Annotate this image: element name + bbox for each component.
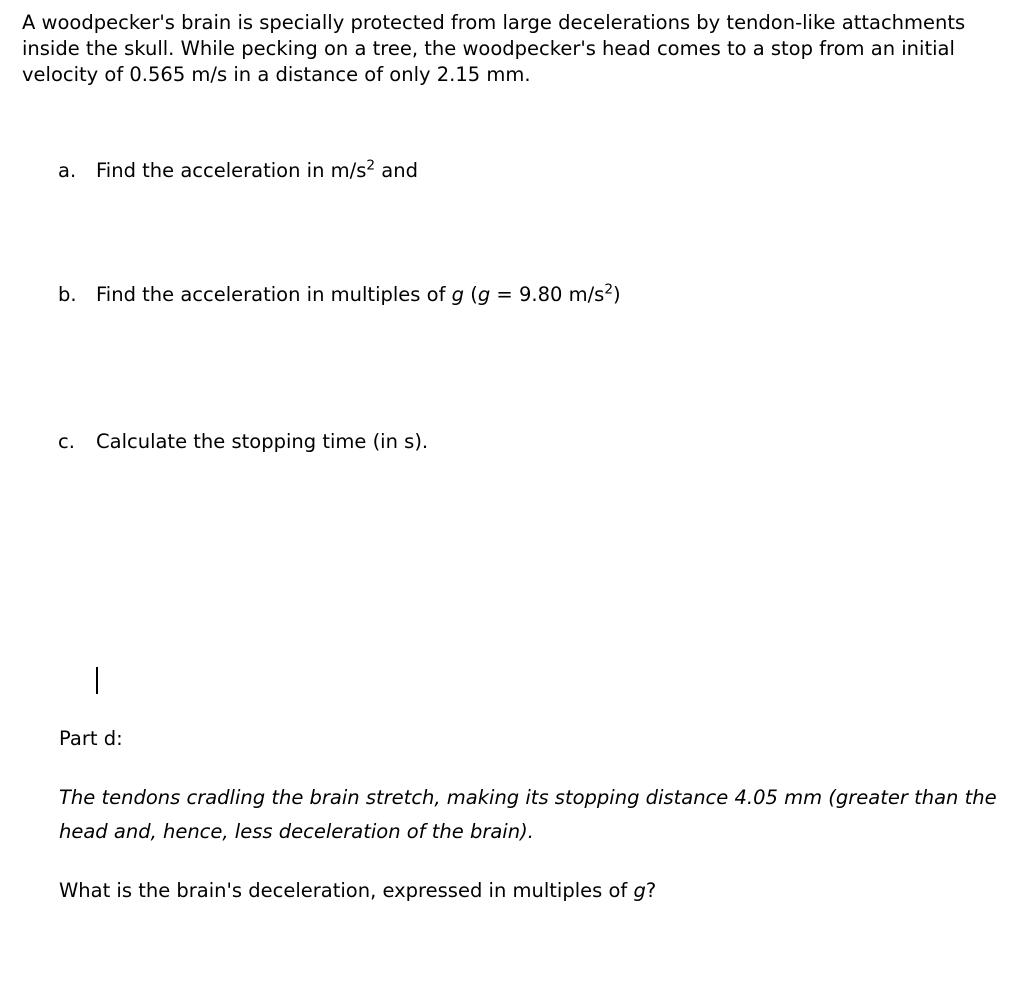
part-b-g-symbol: g xyxy=(451,283,465,306)
part-d-statement: The tendons cradling the brain stretch, making its stopping distance 4.05 mm (greater than the head and, hence, less deceleration of the brain). xyxy=(59,786,997,843)
part-d-title: Part d: xyxy=(59,727,123,750)
part-b-g-symbol-2: g xyxy=(477,283,491,306)
problem-intro: A woodpecker's brain is specially protected from large decelerations by tendon-like attachments inside the skull. While pecking on a tree, the woodpecker's head comes to a stop from an initial velocity of 0.565 m/s in a distance of only 2.15 mm. xyxy=(22,11,966,86)
part-a-text-end: and xyxy=(375,159,418,182)
text-cursor[interactable] xyxy=(96,667,98,694)
part-d-question-end: ? xyxy=(645,879,657,902)
part-a-text: Find the acceleration in m/s xyxy=(96,159,367,182)
part-d-question xyxy=(59,878,656,904)
part-a-exponent: 2 xyxy=(366,157,376,174)
part-c-letter: c. xyxy=(58,430,75,453)
part-d-question-text: What is the brain's deceleration, expressed in multiples of xyxy=(59,879,634,902)
part-b-exponent: 2 xyxy=(604,281,613,298)
part-b-value: = 9.80 m/s xyxy=(490,283,605,306)
part-d-g-symbol: g xyxy=(633,879,646,902)
part-a xyxy=(58,158,418,184)
part-b-close: ) xyxy=(613,283,621,306)
part-b-letter: b. xyxy=(58,283,77,306)
part-b-paren: ( xyxy=(464,283,478,306)
part-c-text: Calculate the stopping time (in s). xyxy=(96,430,429,453)
part-a-letter: a. xyxy=(58,159,77,182)
part-c xyxy=(58,429,428,455)
part-b xyxy=(58,282,621,308)
part-b-text: Find the acceleration in multiples of xyxy=(96,283,452,306)
